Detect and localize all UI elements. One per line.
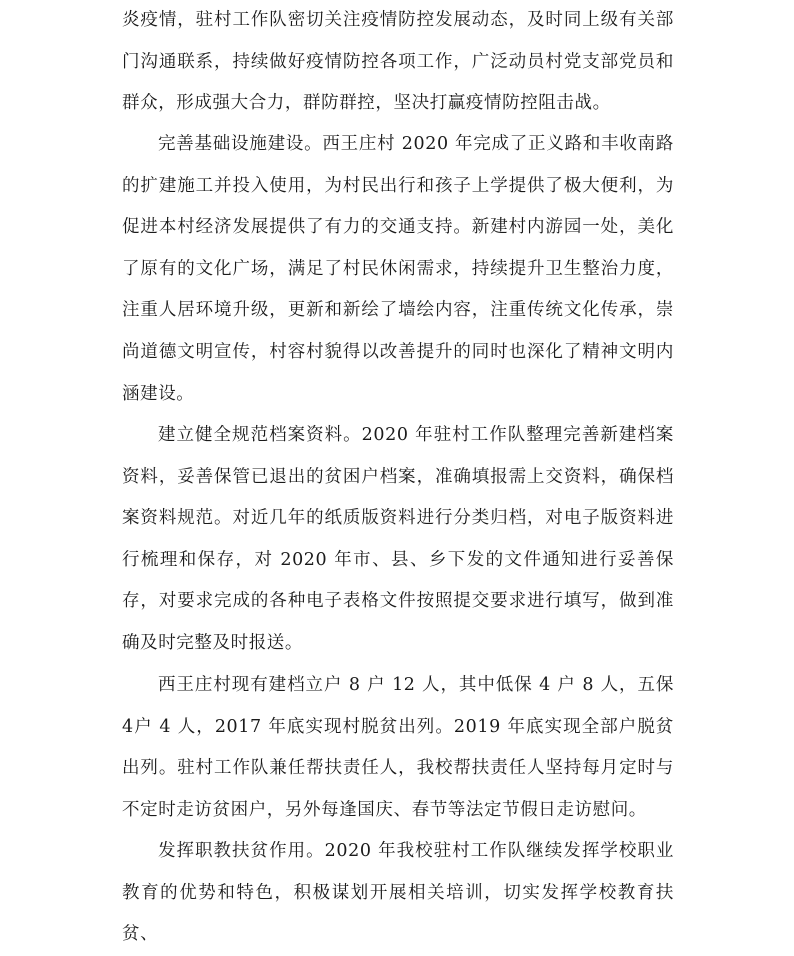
- paragraph-archives: 建立健全规范档案资料。2020 年驻村工作队整理完善新建档案资料，妥善保管已退出的贫困户档案，准确填报需上交资料，确保档案资料规范。对近几年的纸质版资料进行分类归档，对电子版资料进行梳理和保存，对 2020 年市、县、乡下发的文件通知进行妥善保存，对要求完成的各种电子表格文件按照提交要求进行填写，做到准确及时完整及时报送。: [122, 425, 674, 653]
- paragraph-infrastructure: 完善基础设施建设。西王庄村 2020 年完成了正义路和丰收南路的扩建施工并投入使用，为村民出行和孩子上学提供了极大便利，为促进本村经济发展提供了有力的交通支持。新建村内游园一处，美化了原有的文化广场，满足了村民休闲需求，持续提升卫生整治力度，注重人居环境升级，更新和新绘了墙绘内容，注重传统文化传承，崇尚道德文明宣传，村容村貌得以改善提升的同时也深化了精神文明内涵建设。: [122, 134, 674, 404]
- paragraph-covid-prevention: 炎疫情，驻村工作队密切关注疫情防控发展动态，及时同上级有关部门沟通联系，持续做好疫情防控各项工作，广泛动员村党支部党员和群众，形成强大合力，群防群控，坚决打赢疫情防控阻击战。: [122, 10, 674, 114]
- paragraph-poverty-households: 西王庄村现有建档立户 8 户 12 人，其中低保 4 户 8 人，五保 4户 4 人，2017 年底实现村脱贫出列。2019 年底实现全部户脱贫出列。驻村工作队兼任帮扶责任人，我校帮扶责任人坚持每月定时与不定时走访贫困户，另外每逢国庆、春节等法定节假日走访慰问。: [122, 675, 674, 820]
- paragraph-vocational-education: 发挥职教扶贫作用。2020 年我校驻村工作队继续发挥学校职业教育的优势和特色，积极谋划开展相关培训，切实发挥学校教育扶贫、: [122, 841, 674, 945]
